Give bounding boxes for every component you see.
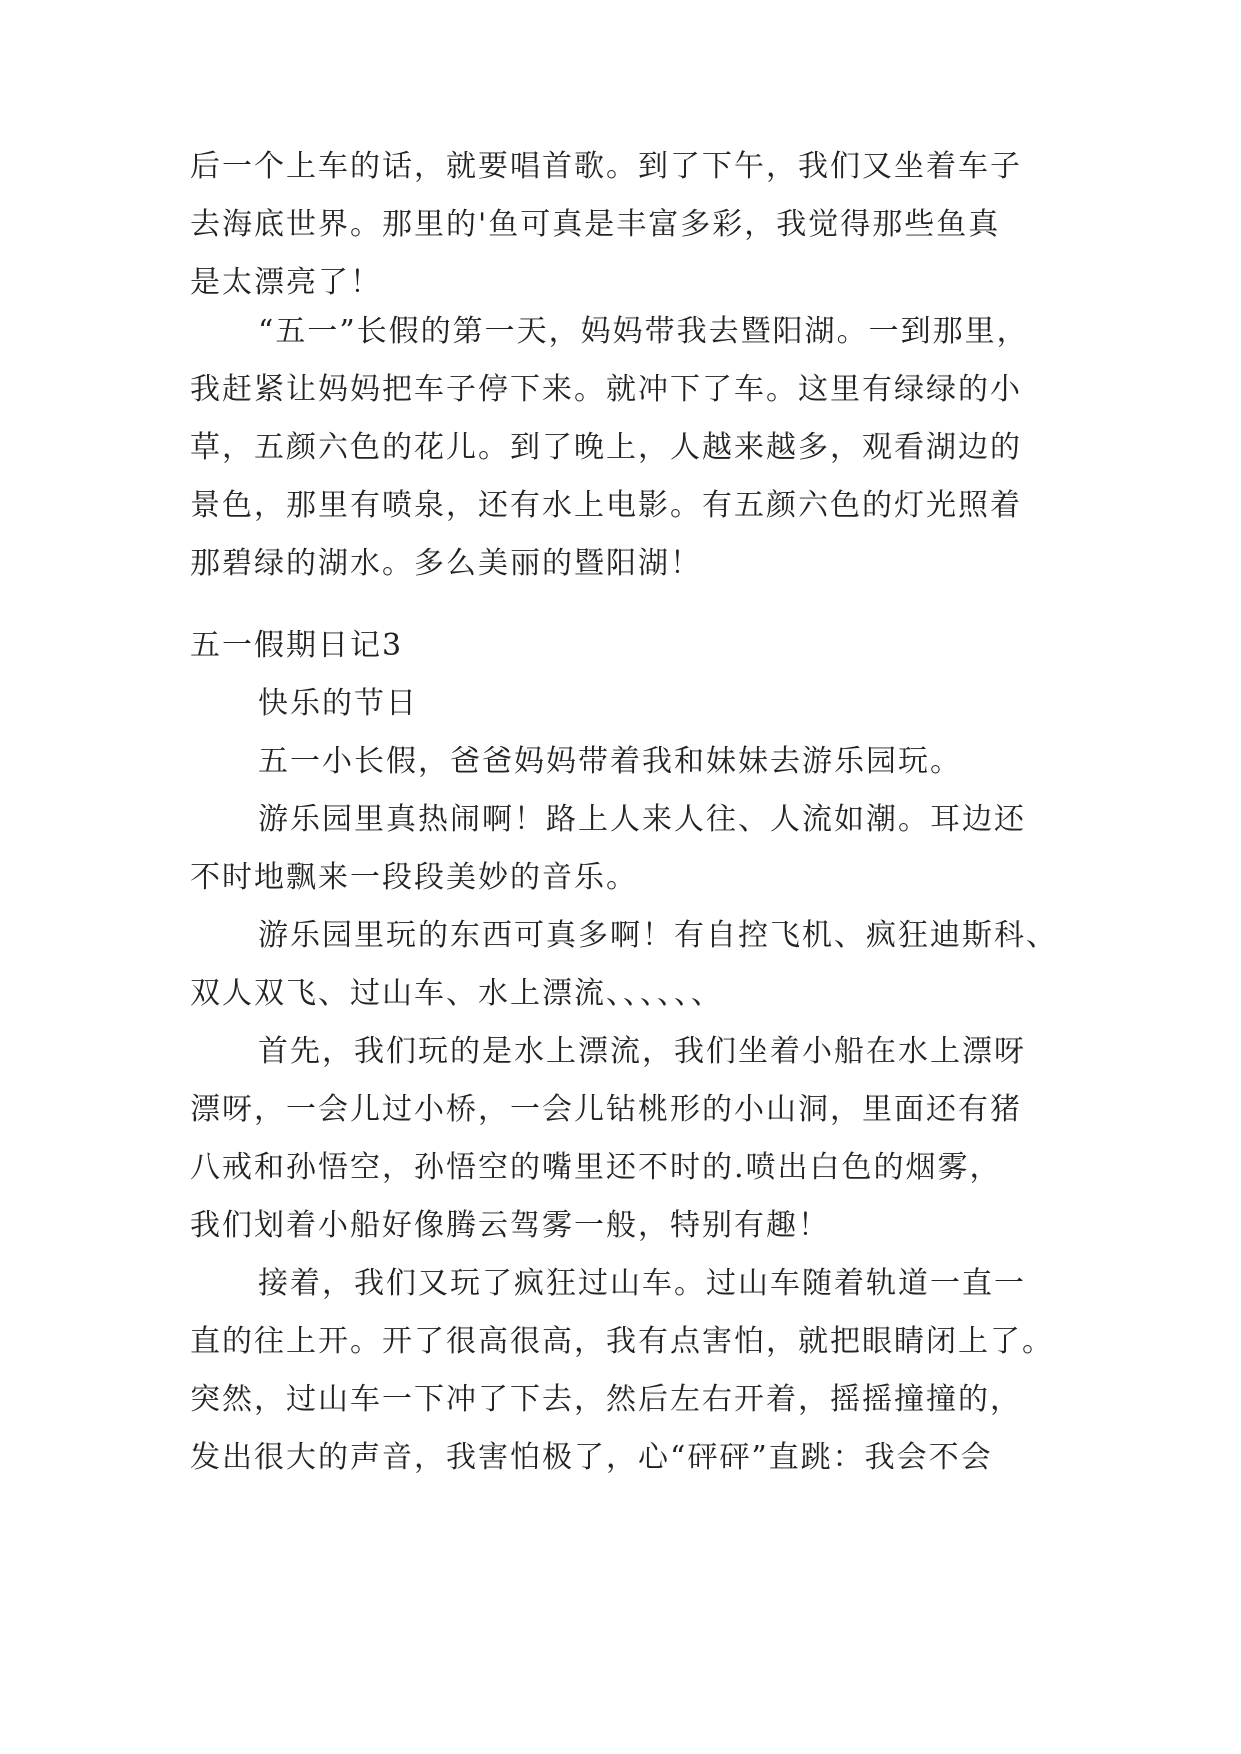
text-line: 景色，那里有喷泉，还有水上电影。有五颜六色的灯光照着: [190, 488, 1022, 523]
text-line: 八戒和孙悟空，孙悟空的嘴里还不时的.喷出白色的烟雾，: [190, 1150, 1002, 1185]
text-line: 草，五颜六色的花儿。到了晚上，人越来越多，观看湖边的: [190, 430, 1022, 465]
text-line: 游乐园里玩的东西可真多啊！有自控飞机、疯狂迪斯科、: [258, 918, 1058, 953]
text-line: 首先，我们玩的是水上漂流，我们坐着小船在水上漂呀: [258, 1034, 1026, 1069]
text-line: 是太漂亮了！: [190, 265, 382, 300]
text-line: 游乐园里真热闹啊！路上人来人往、人流如潮。耳边还: [258, 802, 1026, 837]
text-line: 漂呀，一会儿过小桥，一会儿钻桃形的小山洞，里面还有猪: [190, 1092, 1022, 1127]
text-line: 我赶紧让妈妈把车子停下来。就冲下了车。这里有绿绿的小: [190, 372, 1022, 407]
text-line: 双人双飞、过山车、水上漂流、、、、、、: [190, 976, 723, 1011]
paragraph-continued: [190, 138, 1060, 312]
text-line: 发出很大的声音，我害怕极了，心“砰砰”直跳：我会不会: [190, 1440, 993, 1475]
text-line: 那碧绿的湖水。多么美丽的暨阳湖！: [190, 546, 702, 581]
paragraph-jiyang-lake: [190, 303, 1060, 593]
entry-title: 快乐的节日: [258, 686, 418, 721]
text-line: “五一”长假的第一天，妈妈带我去暨阳湖。一到那里，: [258, 314, 1029, 349]
text-line: 我们划着小船好像腾云驾雾一般，特别有趣！: [190, 1208, 830, 1243]
text-line: 不时地飘来一段段美妙的音乐。: [190, 860, 638, 895]
text-line: 突然，过山车一下冲了下去，然后左右开着，摇摇撞撞的，: [190, 1382, 1022, 1417]
diary-entry-3: [190, 675, 1060, 1487]
section-title: 五一假期日记3: [190, 628, 404, 663]
text-line: 去海底世界。那里的'鱼可真是丰富多彩，我觉得那些鱼真: [190, 207, 1001, 242]
text-line: 后一个上车的话，就要唱首歌。到了下午，我们又坐着车子: [190, 149, 1022, 184]
text-line: 直的往上开。开了很高很高，我有点害怕，就把眼睛闭上了。: [190, 1324, 1054, 1359]
text-line: 五一小长假，爸爸妈妈带着我和妹妹去游乐园玩。: [258, 744, 962, 779]
text-line: 接着，我们又玩了疯狂过山车。过山车随着轨道一直一: [258, 1266, 1026, 1301]
